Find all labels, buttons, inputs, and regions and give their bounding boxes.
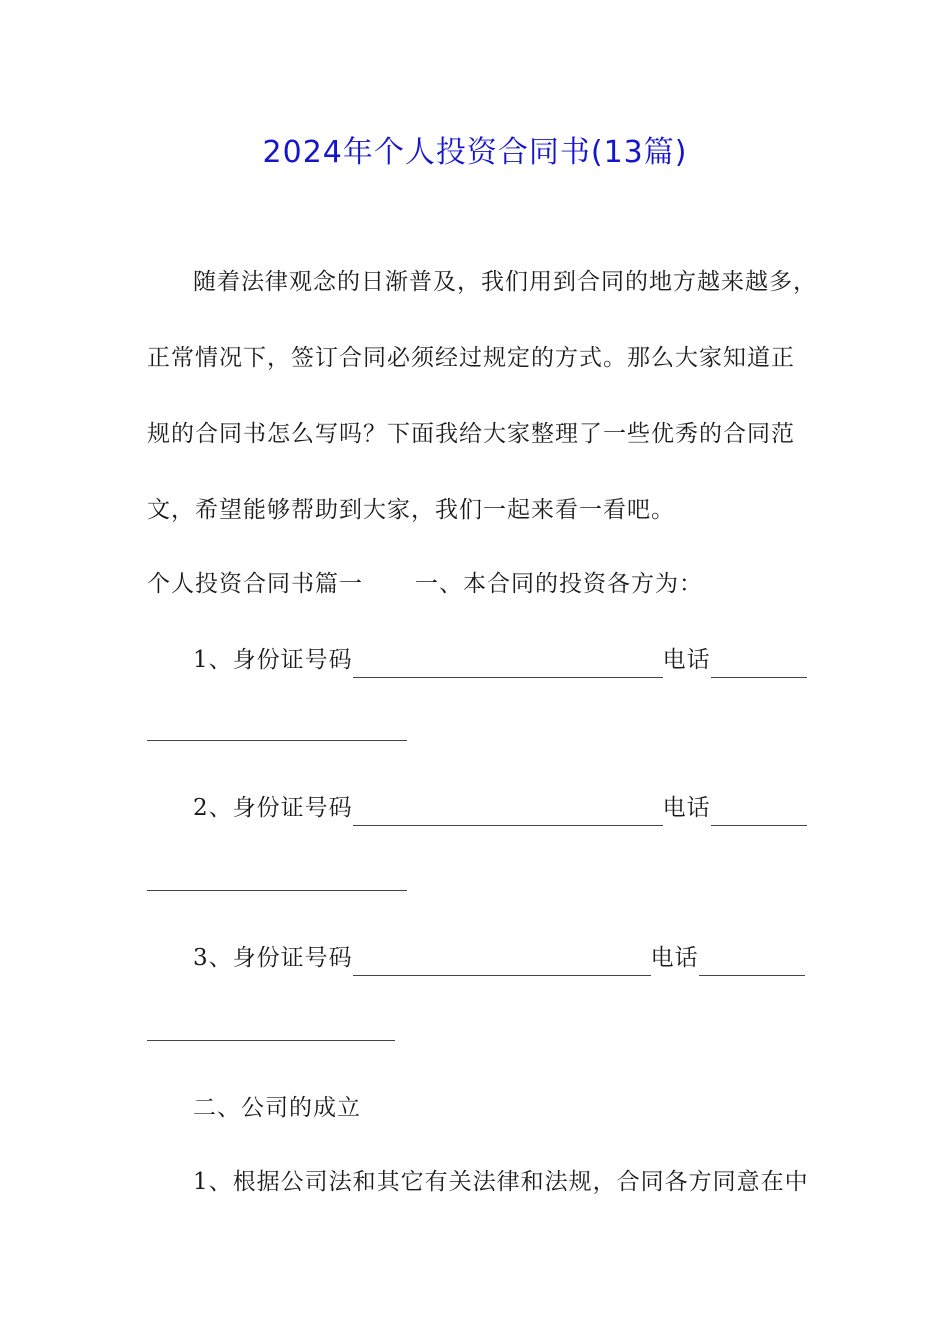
continuation-blank-2[interactable]: [147, 890, 407, 891]
id-number-blank[interactable]: [353, 949, 651, 976]
intro-line-3: 规的合同书怎么写吗？下面我给大家整理了一些优秀的合同范: [147, 421, 795, 447]
continuation-blank-1[interactable]: [147, 740, 407, 741]
section-heading: 个人投资合同书篇一: [147, 571, 363, 597]
intro-line-4: 文，希望能够帮助到大家，我们一起来看一看吧。: [147, 497, 675, 523]
page-title: 2024年个人投资合同书(13篇): [262, 135, 688, 170]
intro-line-2: 正常情况下，签订合同必须经过规定的方式。那么大家知道正: [147, 345, 795, 371]
section-heading-line: [147, 566, 703, 602]
section2-heading: 二、公司的成立: [193, 1095, 361, 1121]
party-row-2: [193, 790, 807, 826]
party-phone-label: 电话: [662, 647, 711, 673]
section-sub-heading: 一、本合同的投资各方为：: [415, 571, 703, 597]
section2-line-1: 1、根据公司法和其它有关法律和法规，合同各方同意在中: [193, 1169, 809, 1195]
party-row-1: [193, 642, 807, 678]
phone-blank[interactable]: [699, 949, 805, 976]
phone-blank[interactable]: [711, 651, 807, 678]
party-id-label: 2、身份证号码: [193, 795, 353, 821]
party-phone-label: 电话: [662, 795, 711, 821]
intro-line-1: 随着法律观念的日渐普及，我们用到合同的地方越来越多，: [193, 269, 817, 295]
phone-blank[interactable]: [711, 799, 807, 826]
party-row-3: [193, 940, 805, 976]
id-number-blank[interactable]: [353, 651, 663, 678]
id-number-blank[interactable]: [353, 799, 663, 826]
continuation-blank-3[interactable]: [147, 1040, 395, 1041]
party-id-label: 1、身份证号码: [193, 647, 353, 673]
party-phone-label: 电话: [650, 945, 699, 971]
party-id-label: 3、身份证号码: [193, 945, 353, 971]
